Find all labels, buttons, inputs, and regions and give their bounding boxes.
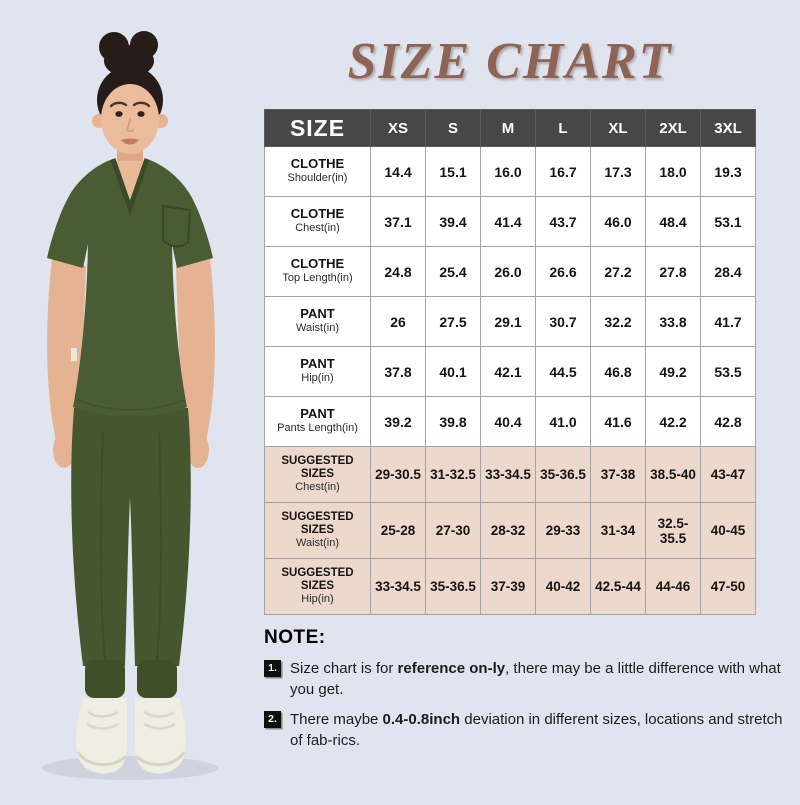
column-header-m: M [481,110,536,147]
row-sublabel: Chest(in) [295,222,340,235]
value-cell: 49.2 [646,347,701,397]
value-cell: 40.1 [426,347,481,397]
note-text-pre: There maybe [290,711,383,728]
table-row [265,247,756,297]
row-label: SUGGESTED SIZES [281,566,354,592]
row-sublabel: Hip(in) [301,372,334,385]
column-header-xl: XL [591,110,646,147]
value-cell: 42.1 [481,347,536,397]
value-cell: 33-34.5 [481,447,536,503]
value-cell: 44-46 [646,559,701,615]
value-cell: 35-36.5 [426,559,481,615]
value-cell: 18.0 [646,147,701,197]
value-cell: 25-28 [371,503,426,559]
row-sublabel: Shoulder(in) [287,172,348,185]
column-header-2xl: 2XL [646,110,701,147]
value-cell: 28.4 [701,247,756,297]
row-header-cell [265,297,371,347]
row-header-cell [265,197,371,247]
value-cell: 25.4 [426,247,481,297]
value-cell: 14.4 [371,147,426,197]
row-label: SUGGESTED SIZES [281,510,354,536]
size-table-body [265,147,756,615]
value-cell: 46.0 [591,197,646,247]
value-cell: 39.8 [426,397,481,447]
row-label: SUGGESTED SIZES [281,454,354,480]
table-row [265,197,756,247]
column-header-l: L [536,110,591,147]
row-label: PANT [300,406,335,422]
value-cell: 40-45 [701,503,756,559]
row-label: PANT [300,306,335,322]
size-table-header-row [265,110,756,147]
row-label: CLOTHE [290,206,345,222]
value-cell: 46.8 [591,347,646,397]
note-heading: NOTE: [264,627,326,648]
note-text-post: , there may be a little difference with what you get. [290,660,781,698]
note-text-bold: 0.4-0.8inch [382,711,461,728]
value-cell: 41.7 [701,297,756,347]
table-row [265,503,756,559]
value-cell: 27.8 [646,247,701,297]
value-cell: 26.0 [481,247,536,297]
row-header-cell [265,397,371,447]
row-label: CLOTHE [290,256,345,272]
table-row [265,147,756,197]
value-cell: 42.8 [701,397,756,447]
value-cell: 39.2 [371,397,426,447]
row-sublabel: Waist(in) [296,322,339,335]
value-cell: 41.6 [591,397,646,447]
value-cell: 41.4 [481,197,536,247]
value-cell: 43-47 [701,447,756,503]
table-row [265,447,756,503]
value-cell: 37.1 [371,197,426,247]
value-cell: 28-32 [481,503,536,559]
note-text-bold: reference on-ly [397,660,506,677]
value-cell: 53.5 [701,347,756,397]
row-header-cell [265,559,371,615]
model-illustration [0,0,262,800]
note-section [264,627,794,751]
value-cell: 19.3 [701,147,756,197]
value-cell: 16.7 [536,147,591,197]
table-row [265,397,756,447]
value-cell: 43.7 [536,197,591,247]
row-header-cell [265,347,371,397]
value-cell: 35-36.5 [536,447,591,503]
table-row [265,347,756,397]
value-cell: 40.4 [481,397,536,447]
value-cell: 27.5 [426,297,481,347]
value-cell: 29-30.5 [371,447,426,503]
value-cell: 32.2 [591,297,646,347]
row-header-cell [265,447,371,503]
row-sublabel: Hip(in) [301,593,334,606]
value-cell: 26 [371,297,426,347]
note-text [290,658,794,700]
table-row [265,559,756,615]
column-header-s: S [426,110,481,147]
column-header-xs: XS [371,110,426,147]
value-cell: 16.0 [481,147,536,197]
value-cell: 37-38 [591,447,646,503]
value-cell: 48.4 [646,197,701,247]
row-header-cell [265,503,371,559]
value-cell: 15.1 [426,147,481,197]
note-text-post: deviation in different sizes, locations and stretch of fab-rics. [290,711,783,749]
value-cell: 31-34 [591,503,646,559]
column-header-3xl: 3XL [701,110,756,147]
value-cell: 42.2 [646,397,701,447]
row-header-cell [265,247,371,297]
value-cell: 33-34.5 [371,559,426,615]
value-cell: 53.1 [701,197,756,247]
row-sublabel: Waist(in) [296,537,339,550]
value-cell: 27-30 [426,503,481,559]
value-cell: 37.8 [371,347,426,397]
row-label: CLOTHE [290,156,345,172]
row-label: PANT [300,356,335,372]
column-header-size: SIZE [265,110,371,147]
note-number-badge: 2. [264,711,281,728]
row-sublabel: Chest(in) [295,481,340,494]
chart-panel [264,0,796,751]
row-header-cell [265,147,371,197]
row-sublabel: Top Length(in) [282,272,353,285]
value-cell: 27.2 [591,247,646,297]
value-cell: 42.5-44 [591,559,646,615]
value-cell: 32.5-35.5 [646,503,701,559]
note-text-pre: Size chart is for [290,660,398,677]
note-items [264,658,794,751]
value-cell: 44.5 [536,347,591,397]
value-cell: 47-50 [701,559,756,615]
value-cell: 30.7 [536,297,591,347]
note-item [264,658,794,700]
value-cell: 37-39 [481,559,536,615]
value-cell: 26.6 [536,247,591,297]
value-cell: 29.1 [481,297,536,347]
note-text [290,709,794,751]
value-cell: 39.4 [426,197,481,247]
note-item [264,709,794,751]
row-sublabel: Pants Length(in) [277,422,358,435]
value-cell: 33.8 [646,297,701,347]
table-row [265,297,756,347]
value-cell: 24.8 [371,247,426,297]
value-cell: 40-42 [536,559,591,615]
model-photo [0,0,262,800]
value-cell: 17.3 [591,147,646,197]
value-cell: 41.0 [536,397,591,447]
value-cell: 31-32.5 [426,447,481,503]
page-title: SIZE CHART [347,33,673,90]
value-cell: 38.5-40 [646,447,701,503]
note-number-badge: 1. [264,660,281,677]
value-cell: 29-33 [536,503,591,559]
size-table [264,109,756,615]
